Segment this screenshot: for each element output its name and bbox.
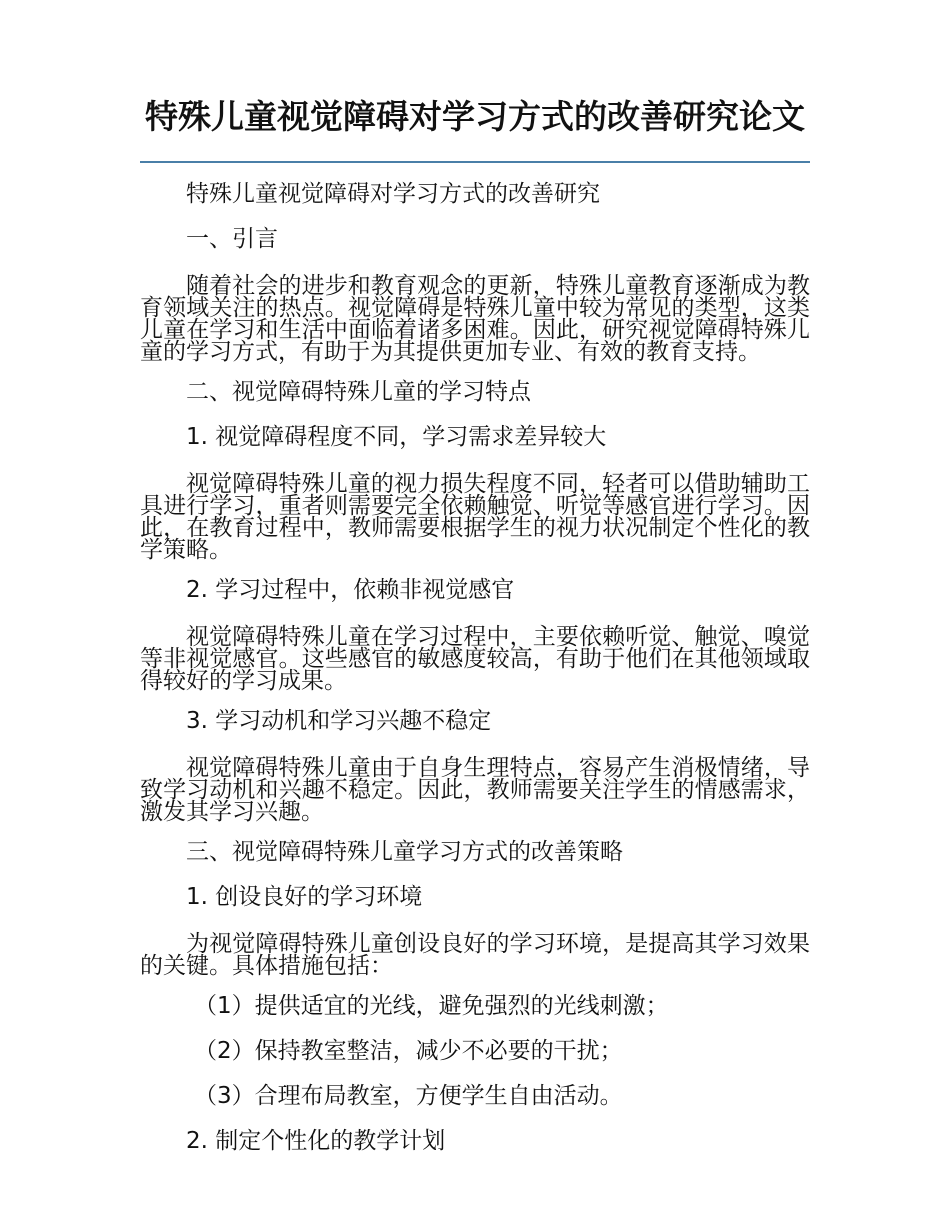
title-divider (140, 161, 810, 163)
paragraph-3: 视觉障碍特殊儿童由于自身生理特点，容易产生消极情绪，导致学习动机和兴趣不稳定。因此，教师需要关注学生的情感需求，激发其学习兴趣。 (140, 755, 810, 825)
strategy-heading-2: 2. 制定个性化的教学计划 (186, 1128, 446, 1154)
document-title: 特殊儿童视觉障碍对学习方式的改善研究论文 (145, 97, 805, 136)
paragraph-2: 视觉障碍特殊儿童在学习过程中，主要依赖听觉、触觉、嗅觉等非视觉感官。这些感官的敏感度较高，有助于他们在其他领域取得较好的学习成果。 (140, 624, 810, 694)
list-item-3: （3）合理布局教室，方便学生自由活动。 (194, 1083, 623, 1109)
subheading-1: 1. 视觉障碍程度不同，学习需求差异较大 (186, 424, 607, 450)
subheading-3: 3. 学习动机和学习兴趣不稳定 (186, 708, 492, 734)
document-body (140, 178, 810, 1170)
list-item-1: （1）提供适宜的光线，避免强烈的光线刺激； (194, 993, 669, 1019)
strategy-heading-1: 1. 创设良好的学习环境 (186, 884, 423, 910)
paragraph-1: 视觉障碍特殊儿童的视力损失程度不同，轻者可以借助辅助工具进行学习，重者则需要完全依赖触觉、听觉等感官进行学习。因此，在教育过程中，教师需要根据学生的视力状况制定个性化的教学策略。 (140, 471, 810, 563)
section-heading-strategies: 三、视觉障碍特殊儿童学习方式的改善策略 (186, 839, 623, 865)
paragraph-intro: 随着社会的进步和教育观念的更新，特殊儿童教育逐渐成为教育领域关注的热点。视觉障碍是特殊儿童中较为常见的类型，这类儿童在学习和生活中面临着诸多困难。因此，研究视觉障碍特殊儿童的学习方式，有助于为其提供更加专业、有效的教育支持。 (140, 273, 810, 365)
section-heading-intro: 一、引言 (186, 226, 278, 252)
paragraph-strategy-1: 为视觉障碍特殊儿童创设良好的学习环境，是提高其学习效果的关键。具体措施包括： (140, 931, 810, 979)
subtitle-line: 特殊儿童视觉障碍对学习方式的改善研究 (186, 181, 600, 207)
list-item-2: （2）保持教室整洁，减少不必要的干扰； (194, 1038, 623, 1064)
subheading-2: 2. 学习过程中，依赖非视觉感官 (186, 577, 515, 603)
section-heading-features: 二、视觉障碍特殊儿童的学习特点 (186, 379, 531, 405)
